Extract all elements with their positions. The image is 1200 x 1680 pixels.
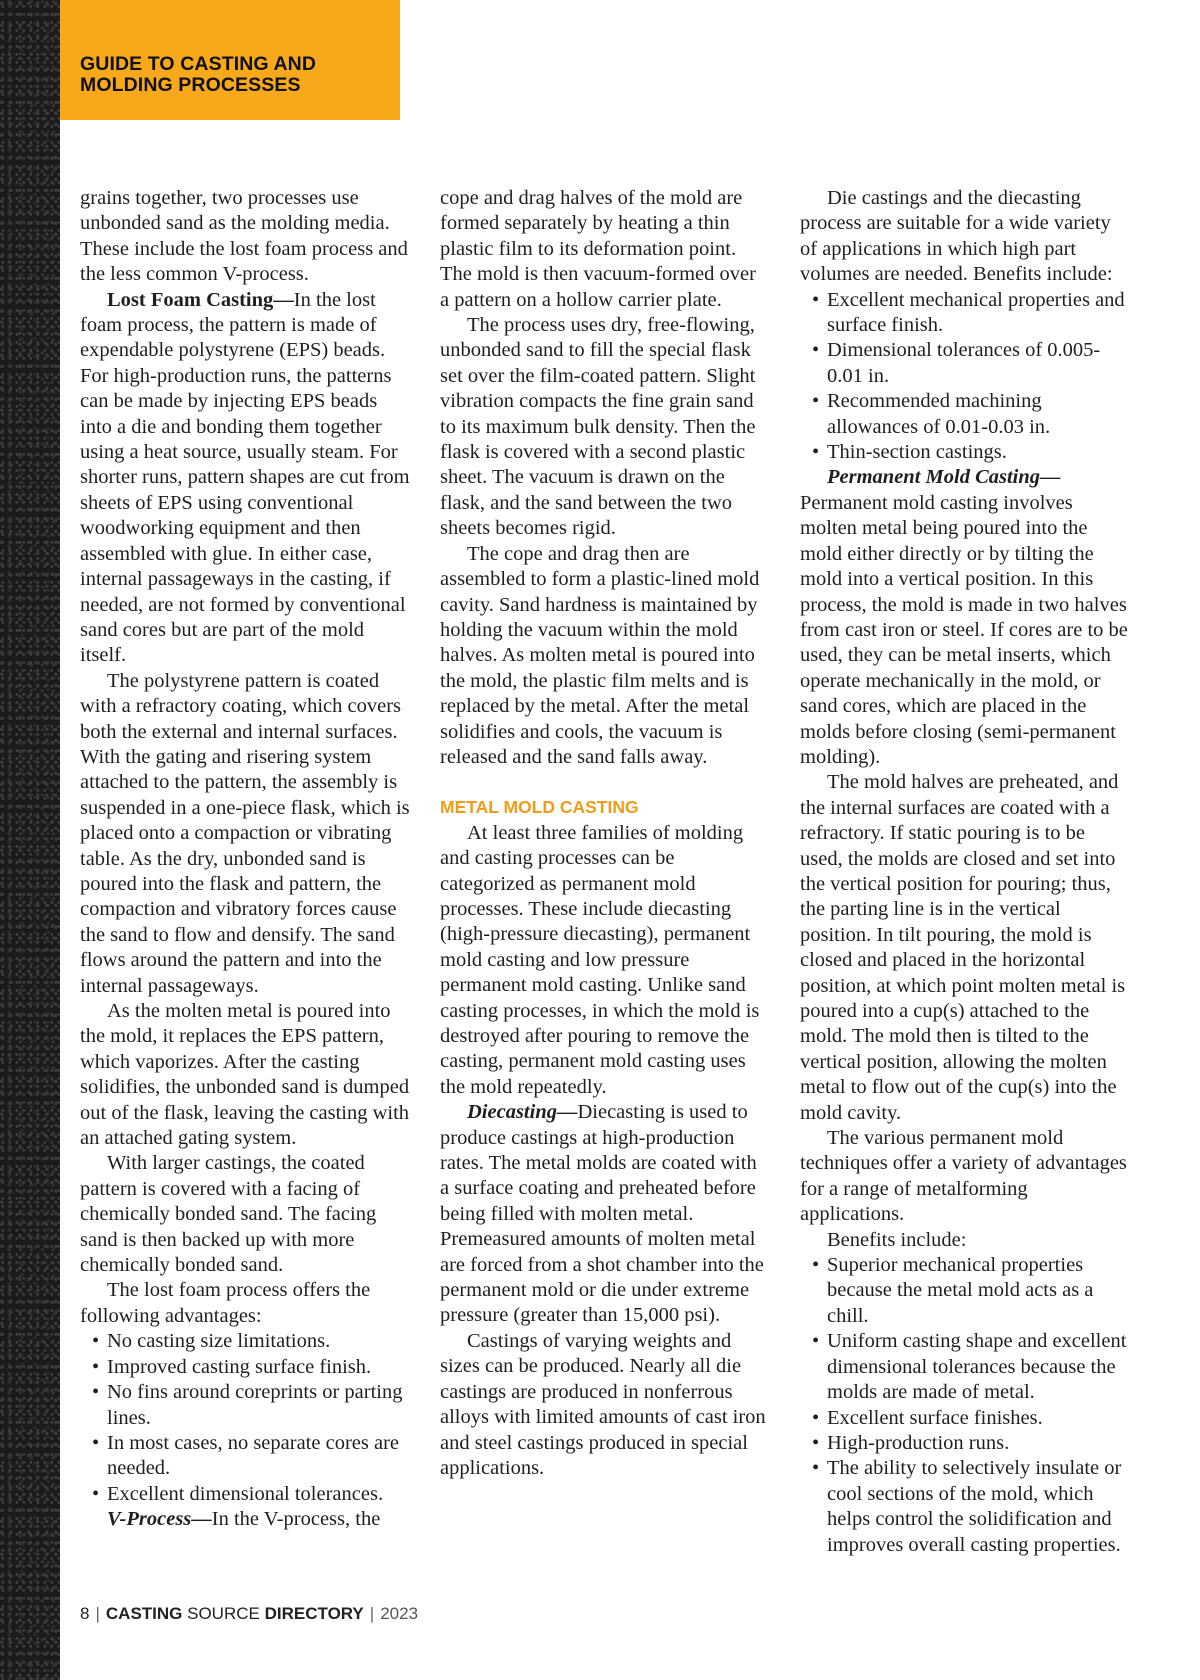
list-item: • Superior mechanical properties because the metal mold acts as a chill. bbox=[800, 1253, 1130, 1329]
publication-name-bold-2: DIRECTORY bbox=[264, 1604, 364, 1623]
paragraph-lost-foam bbox=[80, 288, 410, 669]
paragraph-text: In the lost foam process, the pattern is made of expendable polystyrene (EPS) beads. For high-production runs, the patterns can be made by injecting EPS beads into a die and bonding them together using a heat source, usually steam. For shorter runs, pattern shapes are cut from sheets of EPS using conventional woodworking equipment and then assembled with glue. In either case, internal passageways in the casting, if needed, are not formed by conventional sand cores but are part of the mold itself. bbox=[80, 288, 410, 667]
paragraph: grains together, two processes use unbonded sand as the molding media. These include the lost foam process and the less common V-process. bbox=[80, 187, 408, 286]
list-item: • In most cases, no separate cores are needed. bbox=[80, 1431, 410, 1482]
publication-name-normal: SOURCE bbox=[187, 1604, 260, 1623]
section-banner bbox=[60, 0, 400, 120]
text-column-3 bbox=[800, 186, 1130, 1558]
paragraph-text: Diecasting is used to produce castings at high-production rates. The metal molds are coated with a surface coating and preheated before being filled with molten metal. Premeasured amounts of molten metal are forced from a shot chamber into the permanent mold or die under extreme pressure (greater than 15,000 psi). bbox=[440, 1101, 764, 1327]
list-item: • Excellent surface finishes. bbox=[800, 1406, 1130, 1431]
text-column-1 bbox=[80, 186, 410, 1533]
textured-side-strip bbox=[0, 0, 60, 1680]
publication-year: 2023 bbox=[380, 1604, 419, 1623]
lost-foam-heading: Lost Foam Casting— bbox=[107, 288, 294, 311]
list-item: • No fins around coreprints or parting lines. bbox=[80, 1380, 410, 1431]
paragraph: Die castings and the diecasting process are suitable for a wide variety of applications in which high part volumes are needed. Benefits include: bbox=[800, 187, 1113, 286]
paragraph: The lost foam process offers the following advantages: bbox=[80, 1279, 371, 1327]
v-process-heading: V-Process— bbox=[107, 1508, 212, 1531]
paragraph: Benefits include: bbox=[827, 1228, 967, 1251]
paragraph: With larger castings, the coated pattern is covered with a facing of chemically bonded sand. The facing sand is then backed up with more chemically bonded sand. bbox=[80, 1152, 377, 1277]
list-item: • Recommended machining allowances of 0.01-0.03 in. bbox=[800, 389, 1130, 440]
text-column-2 bbox=[440, 186, 770, 1481]
paragraph: As the molten metal is poured into the mold, it replaces the EPS pattern, which vaporizes. After the casting solidifies, the unbonded sand is dumped out of the flask, leaving the casting with an attached gating system. bbox=[80, 1000, 410, 1150]
footer-divider: | bbox=[95, 1604, 100, 1623]
paragraph: The process uses dry, free-flowing, unbonded sand to fill the special flask set over the film-coated pattern. Slight vibration compacts the fine grain sand to its maximum bulk density. Then the flask is covered with a second plastic sheet. The vacuum is drawn on the flask, and the sand between the two sheets becomes rigid. bbox=[440, 314, 756, 540]
banner-title: GUIDE TO CASTING AND MOLDING PROCESSES bbox=[80, 53, 317, 96]
paragraph-text: In the V-process, the bbox=[211, 1508, 381, 1531]
page-number: 8 bbox=[80, 1604, 90, 1623]
advantages-list bbox=[80, 1329, 410, 1507]
list-item: • Excellent dimensional tolerances. bbox=[80, 1482, 410, 1507]
permanent-mold-heading: Permanent Mold Casting— bbox=[827, 466, 1061, 489]
paragraph-permanent-mold bbox=[800, 465, 1130, 770]
diecasting-benefits-list bbox=[800, 288, 1130, 466]
publication-name-bold: CASTING bbox=[105, 1604, 183, 1623]
footer-divider: | bbox=[369, 1604, 375, 1623]
paragraph-v-process bbox=[80, 1507, 410, 1532]
list-item: • Uniform casting shape and excellent dimensional tolerances because the molds are made of metal. bbox=[800, 1329, 1130, 1405]
section-heading: METAL MOLD CASTING bbox=[440, 797, 639, 818]
permanent-mold-benefits-list bbox=[800, 1253, 1130, 1558]
paragraph: The cope and drag then are assembled to form a plastic-lined mold cavity. Sand hardness is maintained by holding the vacuum within the mold halves. As molten metal is poured into the mold, the plastic film melts and is replaced by the metal. After the metal solidifies and cools, the vacuum is released and the sand falls away. bbox=[440, 542, 760, 768]
list-item: • The ability to selectively insulate or cool sections of the mold, which helps control the solidification and improves overall casting properties. bbox=[800, 1456, 1130, 1558]
paragraph: cope and drag halves of the mold are formed separately by heating a thin plastic film to its deformation point. The mold is then vacuum-formed over a pattern on a hollow carrier plate. bbox=[440, 187, 756, 311]
list-item: • Thin-section castings. bbox=[800, 440, 1130, 465]
paragraph-text: Permanent mold casting involves molten metal being poured into the mold either directly or by tilting the mold into a vertical position. In this process, the mold is made in two halves from cast iron or steel. If cores are to be used, they can be metal inserts, which operate mechanically in the mold, or sand cores, which are placed in the molds before closing (semi-permanent molding). bbox=[800, 491, 1128, 768]
list-item: • Excellent mechanical properties and surface finish. bbox=[800, 288, 1130, 339]
diecasting-heading: Diecasting— bbox=[467, 1101, 578, 1124]
paragraph: The mold halves are preheated, and the internal surfaces are coated with a refractory. If static pouring is to be used, the molds are closed and set into the vertical position for pouring; thus, the parting line is in the vertical position. In tilt pouring, the mold is closed and placed in the horizontal position, at which point molten metal is poured into a cup(s) attached to the mold. The mold then is tilted to the vertical position, allowing the molten metal to flow out of the cup(s) into the mold cavity. bbox=[800, 771, 1126, 1124]
list-item: • No casting size limitations. bbox=[80, 1329, 410, 1354]
paragraph: Castings of varying weights and sizes can be produced. Nearly all die castings are produced in nonferrous alloys with limited amounts of cast iron and steel castings produced in special applications. bbox=[440, 1329, 766, 1479]
paragraph: The polystyrene pattern is coated with a refractory coating, which covers both the external and internal surfaces. With the gating and risering system attached to the pattern, the assembly is suspended in a one-piece flask, which is placed onto a compaction or vibrating table. As the dry, unbonded sand is poured into the flask and pattern, the compaction and vibratory forces cause the sand to flow and densify. The sand flows around the pattern and into the internal passageways. bbox=[80, 669, 410, 997]
page-footer bbox=[80, 1604, 418, 1624]
list-item: • Dimensional tolerances of 0.005-0.01 in. bbox=[800, 338, 1130, 389]
list-item: • Improved casting surface finish. bbox=[80, 1355, 410, 1380]
paragraph: The various permanent mold techniques offer a variety of advantages for a range of metalforming applications. bbox=[800, 1127, 1127, 1226]
list-item: • High-production runs. bbox=[800, 1431, 1130, 1456]
paragraph: At least three families of molding and casting processes can be categorized as permanent mold processes. These include diecasting (high-pressure diecasting), permanent mold casting and low pressure permanent mold casting. Unlike sand casting processes, in which the mold is destroyed after pouring to remove the casting, permanent mold casting uses the mold repeatedly. bbox=[440, 821, 760, 1098]
paragraph-diecasting bbox=[440, 1100, 770, 1329]
